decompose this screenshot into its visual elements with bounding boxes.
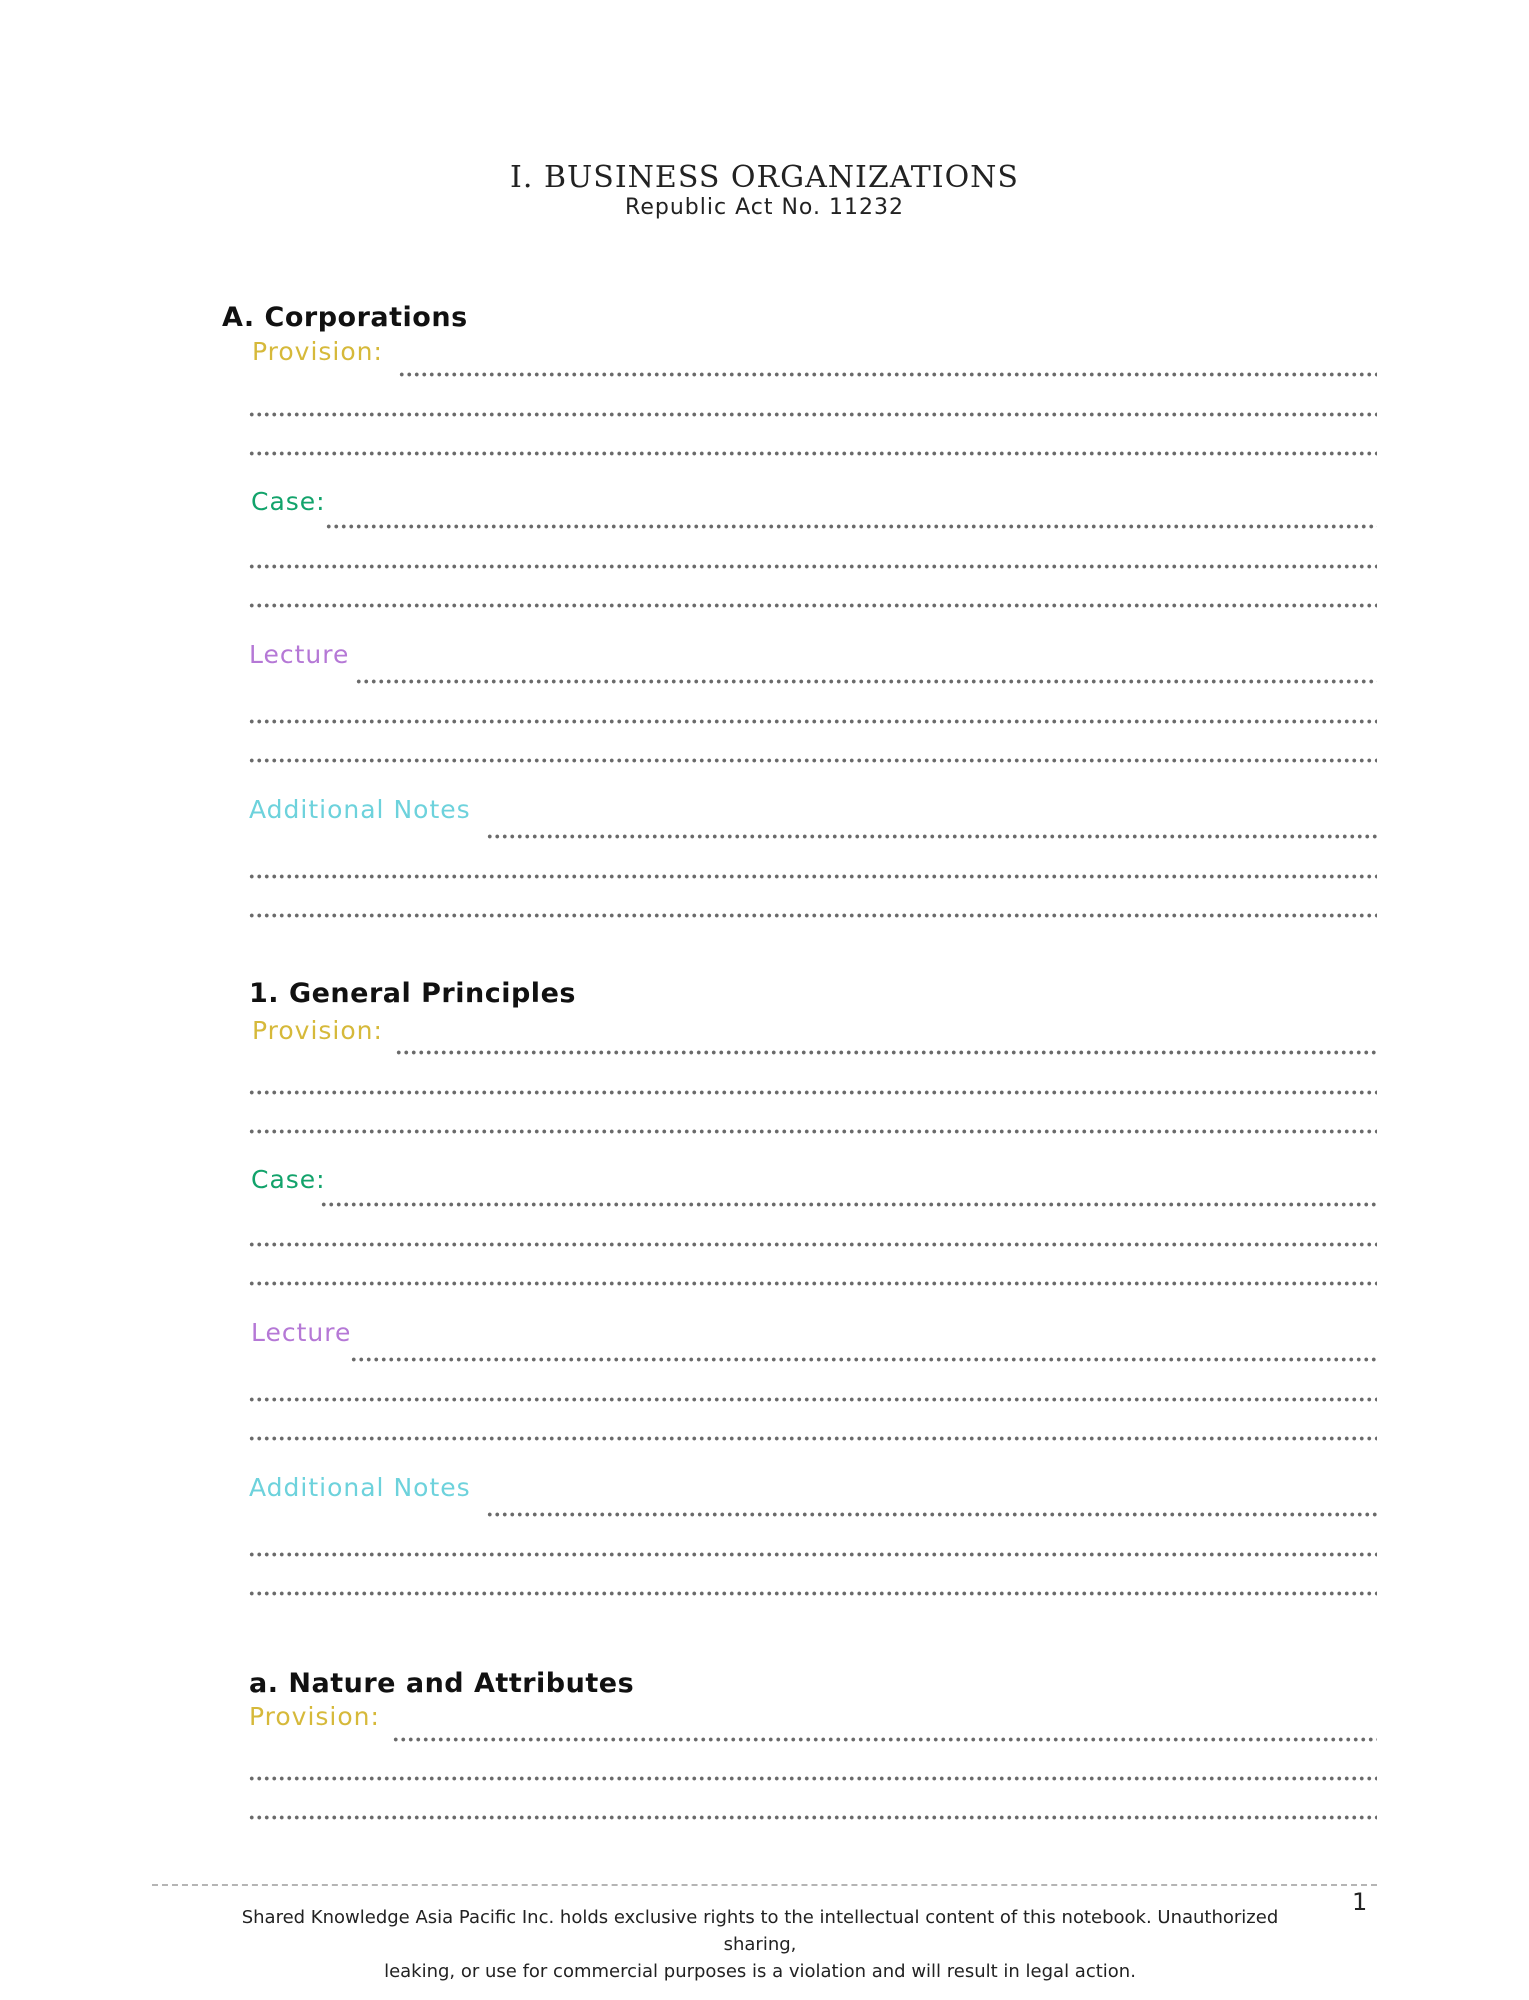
additional-notes-label: Additional Notes — [249, 1473, 471, 1502]
provision-label: Provision: — [249, 1702, 380, 1731]
provision-label: Provision: — [252, 337, 383, 366]
writing-line[interactable] — [248, 564, 1377, 569]
lecture-label: Lecture — [249, 640, 350, 669]
additional-notes-label: Additional Notes — [249, 795, 471, 824]
writing-line[interactable] — [248, 451, 1377, 456]
writing-line[interactable] — [350, 1357, 1377, 1362]
writing-line[interactable] — [248, 1815, 1377, 1820]
writing-line[interactable] — [248, 758, 1377, 763]
writing-line[interactable] — [392, 1737, 1377, 1742]
writing-line[interactable] — [248, 719, 1377, 724]
writing-line[interactable] — [248, 603, 1377, 608]
writing-line[interactable] — [248, 1436, 1377, 1441]
section-heading-nature-and-attributes: a. Nature and Attributes — [249, 1668, 635, 1699]
section-heading-corporations: A. Corporations — [222, 302, 468, 333]
lecture-label: Lecture — [251, 1318, 352, 1347]
writing-line[interactable] — [320, 1202, 1377, 1207]
page-number: 1 — [1352, 1888, 1368, 1916]
writing-line[interactable] — [248, 412, 1377, 417]
writing-line[interactable] — [248, 1129, 1377, 1134]
case-label: Case: — [251, 1165, 326, 1194]
copyright-notice — [210, 1904, 1310, 1985]
writing-line[interactable] — [325, 524, 1377, 529]
section-heading-general-principles: 1. General Principles — [249, 978, 576, 1009]
page-subtitle: Republic Act No. 11232 — [625, 195, 904, 220]
provision-label: Provision: — [252, 1016, 383, 1045]
writing-line[interactable] — [486, 1512, 1377, 1517]
writing-line[interactable] — [248, 1242, 1377, 1247]
writing-line[interactable] — [248, 1552, 1377, 1557]
writing-line[interactable] — [248, 1281, 1377, 1286]
copyright-notice-line: Shared Knowledge Asia Pacific Inc. holds exclusive rights to the intellectual content of this notebook. Unauthorized sharing, — [241, 1907, 1279, 1955]
writing-line[interactable] — [398, 372, 1377, 377]
writing-line[interactable] — [248, 913, 1377, 918]
footer-divider — [152, 1884, 1377, 1886]
case-label: Case: — [251, 487, 326, 516]
writing-line[interactable] — [248, 1397, 1377, 1402]
copyright-notice-line: leaking, or use for commercial purposes is a violation and will result in legal action. — [384, 1961, 1136, 1982]
writing-line[interactable] — [486, 834, 1377, 839]
writing-line[interactable] — [248, 1776, 1377, 1781]
writing-line[interactable] — [248, 1090, 1377, 1095]
writing-line[interactable] — [248, 874, 1377, 879]
page-title: I. BUSINESS ORGANIZATIONS — [510, 160, 1019, 195]
writing-line[interactable] — [355, 679, 1377, 684]
writing-line[interactable] — [248, 1591, 1377, 1596]
writing-line[interactable] — [395, 1050, 1377, 1055]
